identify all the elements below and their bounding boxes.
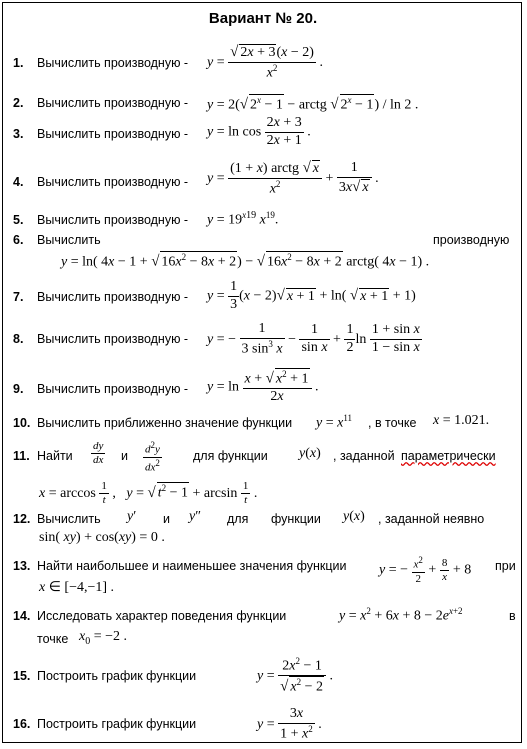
formula-8: y = − $\frac{1}{3 \sin^3 x}$ − $\frac{1}{\text{sin x}}$ + $\frac{1}{2}$ ln $\frac{\text{1 + sin x}}{\text{1 − sin x}}$ — [207, 321, 420, 357]
formula-13-func: y = − $\frac{x^2}{2}$ + $\frac{8}{x}$ + 8 — [379, 555, 472, 585]
formula-4: y = $\frac{\text{(1 + x) arctg √ x}}{x^2}$ + $\frac{1}{3x√ x}$ . — [207, 160, 379, 197]
formula-9: y = ln $\frac{x + √ x^2 + 1}{2x}$ . — [207, 369, 319, 405]
formula-5: $y = 19^{x19}$ $x^{19}$. — [207, 210, 279, 228]
formula-14-point: $x_0 = -2$ . — [79, 629, 128, 647]
formula-15: y = $\frac{2x^2 - 1}{√ x^2 - 2}$ . — [257, 656, 333, 696]
formula-3: y = ln cos $\frac{2x + 3}{2x + 1}$ . — [207, 115, 311, 148]
task-card: Вариант № 20. 1. Вычислить производную - y = $\frac{√ 2x + 3(x - 2)}{x^2}$ . 2. Вычислить производную - y = 2(√ $2^x - 1$ − arctg √ $2^x - 1) / \ln 2$ . 3. Вычислить производную - y = ln cos $\frac{2x + 3}{2x + 1}$ . 4. Вычислить производную - y = $\frac{\text{(1 + x) arctg √ x}}{x^2}$ + $\frac{1}{3x√ x}$ . 5. Вычислить производную - $y = 19^{x19}$ $x^{19}$. 6. Вычислить производную y = ln( 4x − 1 + √ $16x^2 - 8x + 2$) − √ $16x^2 - 8x + 2$ arctg( 4x − 1) . 7. Вычислить производную - y = $\frac{1}{3}$ (x − 2)√ x + 1 + ln( √ x + 1 + 1) 8. Вычислить производную - y = − $\frac{1}{3 \sin^3 x}$ − $\frac{1}{\text{sin x}}$ + $\frac{1}{2}$ ln $\frac{\text{1 + sin x}}{\text{1 − sin x}}$ 9. Вычислить производную - y = ln $\frac{x + √ x^2 + 1}{2x}$ . 10. Вычислить приближенно значение функции $y = x^{11}$ , в точке x = 1.021. 11. Найти $\frac{dy}{dx}$ и $\frac{d^2y}{dx^2}$ для функции y(x) , заданной параметрически x = arccos $\frac{1}{t}$ , y = √ $t^2 - 1 + \arcsin$ $\frac{1}{t}$ . 12. Вычислить y′ и y″ для функции y(x) , заданной неявно sin( xy) + cos(xy) = 0 . 13. Найти наибольшее и наименьшее значения функции y = − $\frac{x^2}{2}$ + $\frac{8}{x}$ + 8 при x ∈ [−4,−1] . 14. Исследовать характер поведения функции $y = x^2 + 6x + 8 - 2e^{x+2}$ в точке $x_0 = -2$ . 15. Построить график функции y = $\frac{2x^2 - 1}{√ x^2 - 2}$ . 16. Построить график функции y = $\frac{3x}{1 + x^2}$ . — [2, 2, 522, 743]
formula-16: y = $\frac{3x}{1 + x^2}$ . — [257, 706, 322, 742]
formula-12-y1: y′ — [127, 509, 137, 524]
formula-13-interval: x ∈ [−4,−1] . — [39, 580, 115, 595]
formula-11-param: x = arccos $\frac{1}{t}$ , y = √ $t^2 - 1 + \arcsin$ $\frac{1}{t}$ . — [39, 480, 258, 507]
formula-12-implicit: sin( xy) + cos(xy) = 0 . — [39, 530, 165, 545]
formula-1: y = $\frac{√ 2x + 3(x - 2)}{x^2}$ . — [207, 44, 323, 81]
formula-10-func: $y = x^{11}$ — [316, 413, 353, 431]
variant-title: Вариант № 20. — [208, 10, 318, 27]
formula-12-yx: y(x) — [343, 509, 365, 524]
formula-6: y = ln( 4x − 1 + √ $16x^2 - 8x + 2$) − √ $16x^2 - 8x + 2$ arctg( 4x − 1) . — [61, 252, 430, 270]
formula-14-func: $y = x^2 + 6x + 8 - 2e^{x+2}$ — [339, 606, 463, 624]
formula-11-d2ydx2: $\frac{d^2y}{dx^2}$ — [145, 440, 160, 474]
formula-11-dydx: $\frac{dy}{dx}$ — [93, 440, 104, 467]
formula-7: y = $\frac{1}{3}$ (x − 2)√ x + 1 + ln( √ x + 1 + 1) — [207, 279, 416, 312]
formula-11-yx: y(x) — [299, 446, 321, 461]
formula-10-point: x = 1.021. — [433, 413, 490, 428]
formula-12-y2: y″ — [189, 509, 202, 524]
formula-2: y = 2(√ $2^x - 1$ − arctg √ $2^x - 1) / \ln 2$ . — [207, 95, 419, 113]
